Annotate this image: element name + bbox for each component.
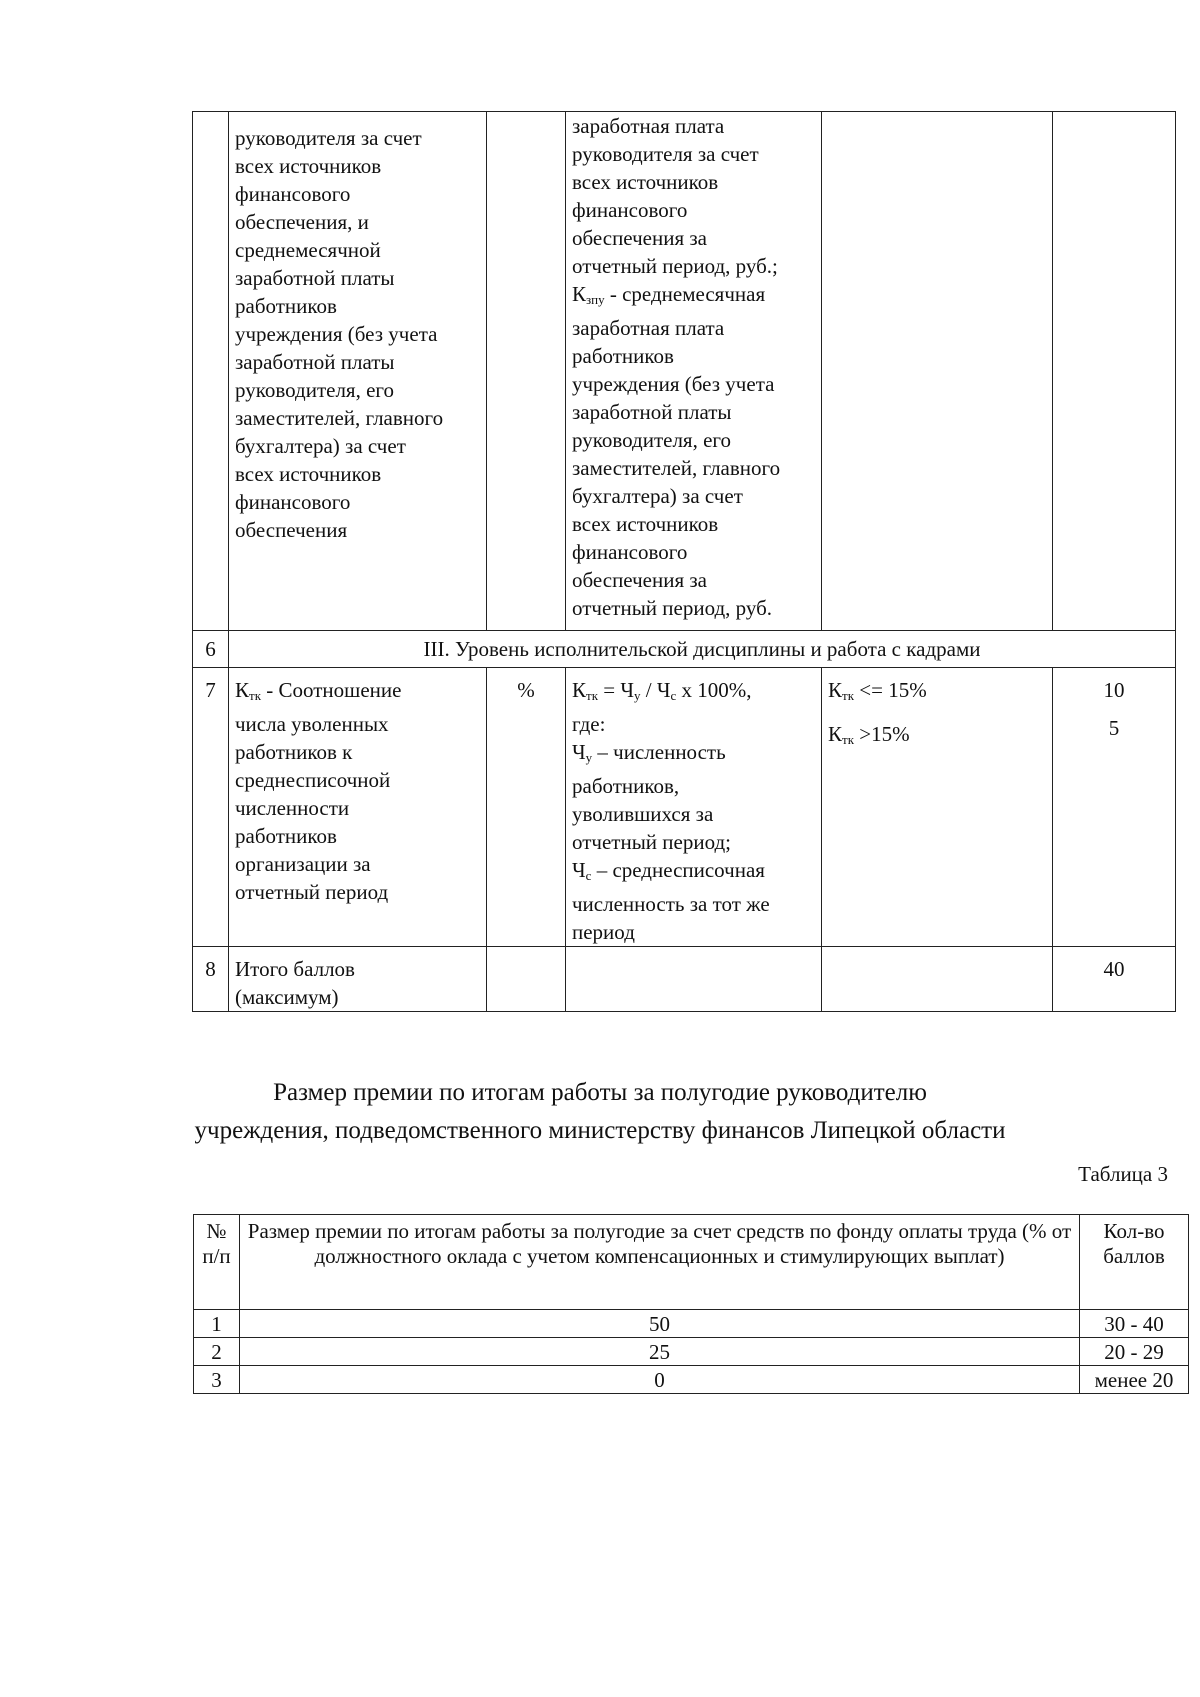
section-row <box>193 631 1176 668</box>
row7-condition-cell <box>822 668 1053 947</box>
row5-condition-cell <box>822 112 1053 631</box>
section-heading <box>0 1074 1200 1150</box>
header-desc: Размер премии по итогам работы за полугодие за счет средств по фонду оплаты труда (% от должностного оклада с учетом компенсационных и стимулирующих выплат) <box>240 1215 1080 1310</box>
table-label: Таблица 3 <box>1078 1162 1168 1186</box>
section-title: III. Уровень исполнительской дисциплины и работа с кадрами <box>229 631 1176 668</box>
condition-2: $К_{тк} >15\%$ <box>828 722 910 747</box>
heading-line-2: учреждения, подведомственного министерству финансов Липецкой области <box>194 1117 1006 1144</box>
header-count: Кол-во баллов <box>1080 1215 1189 1310</box>
heading-line-1: Размер премии по итогам работы за полугодие руководителю <box>273 1079 927 1106</box>
row8-indicator-cell: Итого баллов (максимум) <box>229 947 487 1012</box>
row8-condition-cell <box>822 947 1053 1012</box>
row8-formula-cell <box>566 947 822 1012</box>
table-row-5 <box>193 112 1176 631</box>
table-row-7 <box>193 668 1176 947</box>
row5-num-cell <box>193 112 229 631</box>
row7-unit: % <box>487 668 566 947</box>
row8-unit-cell <box>487 947 566 1012</box>
table-row: 3 0 менее 20 <box>194 1366 1189 1394</box>
row5-unit-cell <box>487 112 566 631</box>
row7-formula-cell: $К_{тк} = Ч_у / Ч_с$ х 100%, где: $Ч_у$ – численность работников, уволившихся за отчетный период; $Ч_с$ – среднесписочная численность за тот же период <box>566 668 822 947</box>
ktk-formula: $К_{тк} = Ч_у / Ч_с$ х 100%, <box>572 678 752 703</box>
row7-num: 7 <box>193 668 229 947</box>
row8-num: 8 <box>193 947 229 1012</box>
kzpu-line: $К_{зпу}$ - среднемесячная <box>572 282 766 307</box>
table-row-8 <box>193 947 1176 1012</box>
bonus-table <box>193 1214 1189 1394</box>
condition-1: $К_{тк} <= 15\%$ <box>828 678 927 703</box>
points-1: 10 <box>1103 678 1125 702</box>
row7-indicator-cell: $К_{тк}$ - Соотношение числа уволенных работников к среднесписочной численности работников организации за отчетный период <box>229 668 487 947</box>
criteria-table <box>192 111 1176 1012</box>
row5-points-cell <box>1053 112 1176 631</box>
row5-formula-cell: заработная плата руководителя за счет всех источников финансового обеспечения за отчетный период, руб.; $К_{зпу}$ - среднемесячная заработная плата работников учреждения (без учета заработной платы руководителя, его заместителей, главного бухгалтера) за счет всех источников финансового обеспечения за отчетный период, руб. <box>566 112 822 631</box>
table-row: 1 50 30 - 40 <box>194 1310 1189 1338</box>
row7-points-cell <box>1053 668 1176 947</box>
table-row: 2 25 20 - 29 <box>194 1338 1189 1366</box>
bonus-table-header <box>194 1215 1189 1310</box>
header-num: № п/п <box>194 1215 240 1310</box>
row8-points: 40 <box>1053 947 1176 1012</box>
row5-indicator-cell: руководителя за счет всех источников финансового обеспечения, и среднемесячной заработной платы работников учреждения (без учета заработной платы руководителя, его заместителей, главного бухгалтера) за счет всех источников финансового обеспечения <box>229 112 487 631</box>
section-num: 6 <box>193 631 229 668</box>
points-2: 5 <box>1108 716 1120 740</box>
